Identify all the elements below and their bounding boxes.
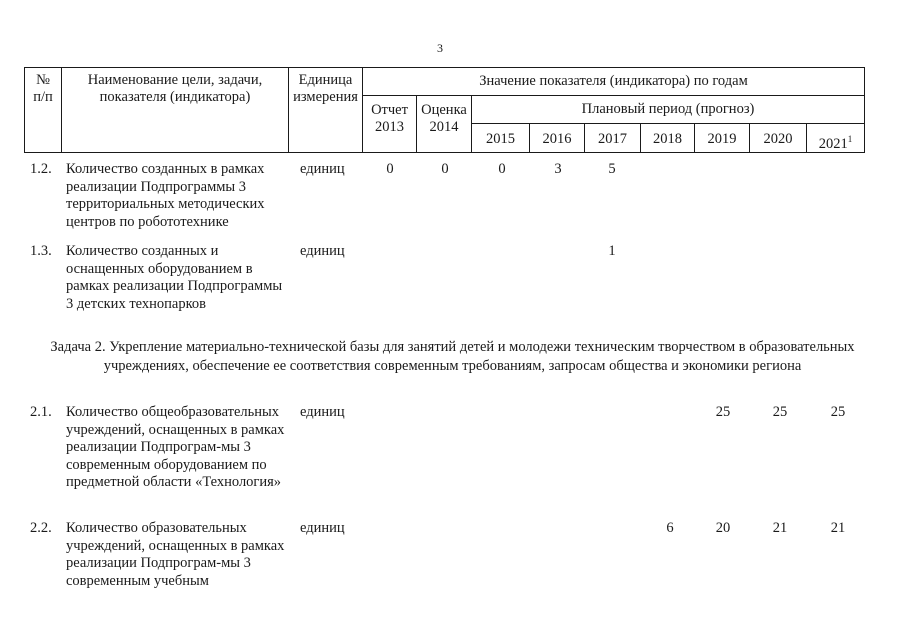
header-year: 2015: [486, 131, 515, 147]
header-year-2021: [807, 131, 864, 153]
row-number: 2.2.: [30, 520, 52, 536]
value-2021: 21: [830, 520, 846, 536]
row-name: Количество созданных и оснащенных оборудованием в рамках реализации Подпрограммы 3 детских технопарков: [66, 243, 283, 312]
row-unit: единиц: [300, 243, 345, 259]
value-2018: 6: [666, 520, 674, 536]
value-2020: 21: [772, 520, 788, 536]
row-number: 2.1.: [30, 404, 52, 420]
value-2014: 0: [441, 161, 449, 177]
header-year: 2020: [763, 131, 793, 147]
header-col-unit: Единица измерения: [293, 72, 358, 105]
header-year: 2018: [653, 131, 682, 147]
row-name: Количество созданных в рамках реализации Подпрограммы 3 территориальных методических центров по робототехнике: [66, 161, 265, 230]
header-col-report: Отчет 2013: [371, 102, 408, 135]
row-unit: единиц: [300, 161, 345, 177]
value-2015: 0: [498, 161, 506, 177]
value-2016: 3: [554, 161, 562, 177]
header-col-name: Наименование цели, задачи, показателя (индикатора): [87, 72, 263, 105]
row-unit: единиц: [300, 404, 345, 420]
row-number: 1.2.: [30, 161, 52, 177]
value-2017: 5: [608, 161, 616, 177]
page-number: 3: [437, 41, 443, 55]
header-year: 2019: [707, 131, 737, 147]
header-col-plan: Плановый период (прогноз): [581, 101, 755, 117]
value-2019: 20: [715, 520, 731, 536]
footnote-marker: 1: [847, 134, 853, 144]
row-unit: единиц: [300, 520, 345, 536]
value-2021: 25: [830, 404, 846, 420]
value-2013: 0: [386, 161, 394, 177]
header-col-values: Значение показателя (индикатора) по годам: [479, 73, 748, 89]
value-2019: 25: [715, 404, 731, 420]
task-heading: Задача 2. Укрепление материально-технической базы для занятий детей и молодежи техническим творчеством в образовательных учреждениях, обеспечение ее соответствия современным требованиям, запросам общества и экономики региона: [50, 339, 855, 374]
row-name: Количество общеобразовательных учреждений, оснащенных в рамках реализации Подпрограм-мы 3 современным оборудованием по предметной области «Технология»: [66, 404, 285, 490]
value-2020: 25: [772, 404, 788, 420]
table-header: [24, 67, 865, 153]
row-name: Количество образовательных учреждений, оснащенных в рамках реализации Подпрограм-мы 3 современным учебным: [66, 520, 285, 589]
row-number: 1.3.: [30, 243, 52, 259]
header-year: 2017: [598, 131, 627, 147]
header-col-estimate: Оценка 2014: [421, 102, 467, 135]
header-year-label: 2021: [818, 136, 848, 152]
header-col-number: № п/п: [33, 72, 53, 105]
value-2017: 1: [608, 243, 616, 259]
header-year: 2016: [542, 131, 572, 147]
